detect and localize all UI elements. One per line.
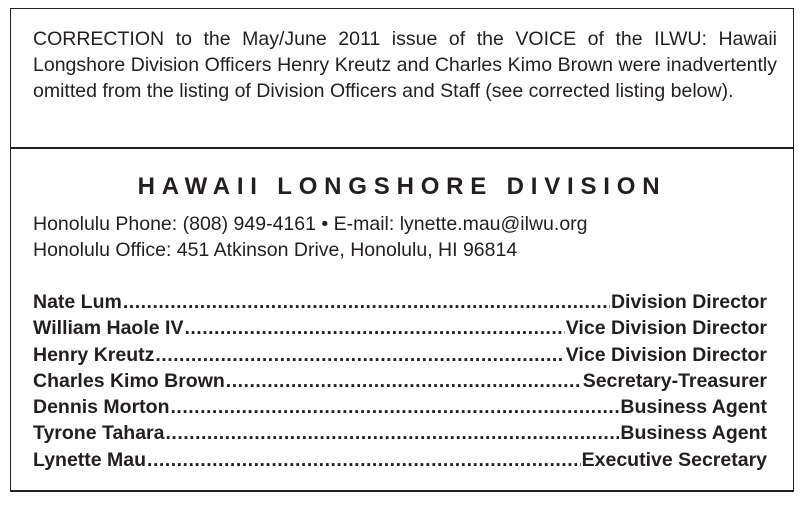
officer-row xyxy=(33,394,767,420)
office-address-line: Honolulu Office: 451 Atkinson Drive, Honolulu, HI 96814 xyxy=(33,239,518,261)
officer-row xyxy=(33,289,767,315)
correction-notice: CORRECTION to the May/June 2011 issue of the VOICE of the ILWU: Hawaii Longshore Division Officers Henry Kreutz and Charles Kimo Brown were inadvertently omitted from the listing of Division Officers and Staff (see corrected listing below). xyxy=(33,28,777,102)
officer-row xyxy=(33,447,767,473)
officer-role: Executive Secretary xyxy=(581,448,767,471)
officer-row xyxy=(33,368,767,394)
officer-name: William Haole IV xyxy=(33,317,184,340)
dot-leader xyxy=(155,342,564,368)
officer-row xyxy=(33,315,767,341)
notice-box xyxy=(10,8,794,492)
officer-name: Charles Kimo Brown xyxy=(33,369,225,392)
officer-role: Business Agent xyxy=(620,396,767,419)
officer-role: Business Agent xyxy=(620,422,767,445)
phone-email-line: Honolulu Phone: (808) 949-4161 • E-mail: lynette.mau@ilwu.org xyxy=(33,213,588,235)
dot-leader xyxy=(123,289,610,315)
officer-role: Division Director xyxy=(610,291,767,313)
officer-row xyxy=(33,420,767,446)
officer-role: Vice Division Director xyxy=(565,343,767,366)
officer-name: Henry Kreutz xyxy=(33,343,155,366)
officer-list xyxy=(33,289,767,473)
officer-name: Tyrone Tahara xyxy=(33,422,165,445)
dot-leader xyxy=(147,447,581,473)
officer-role: Vice Division Director xyxy=(565,317,767,340)
dot-leader xyxy=(165,420,619,446)
contact-info xyxy=(33,211,588,263)
officer-name: Nate Lum xyxy=(33,291,122,313)
dot-leader xyxy=(171,394,620,420)
officer-name: Dennis Morton xyxy=(33,396,170,419)
section-divider xyxy=(11,147,793,149)
officer-name: Lynette Mau xyxy=(33,448,147,471)
division-title: HAWAII LONGSHORE DIVISION xyxy=(137,173,667,200)
officer-row xyxy=(33,342,767,368)
officer-role: Secretary-Treasurer xyxy=(582,369,767,392)
dot-leader xyxy=(226,368,582,394)
dot-leader xyxy=(184,315,564,341)
